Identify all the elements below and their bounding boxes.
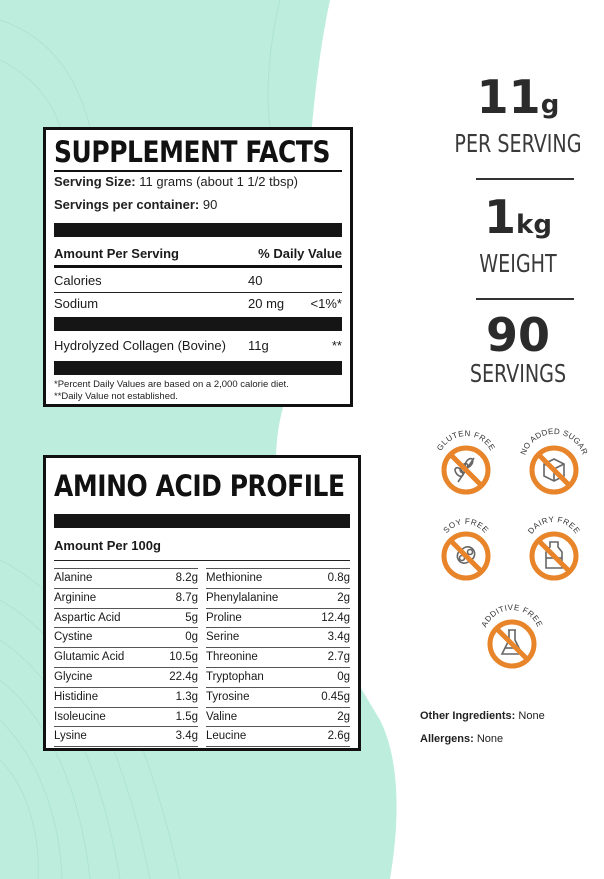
amino-name: Cystine xyxy=(54,631,93,644)
badge-no-added-sugar xyxy=(516,424,592,500)
stat-weight xyxy=(440,192,596,278)
stat-label: PER SERVING xyxy=(454,129,582,158)
amino-name: Arginine xyxy=(54,591,97,604)
amino-value: 1.5g xyxy=(175,710,198,723)
stat-number: 90 xyxy=(485,308,550,362)
amino-value: 2g xyxy=(337,710,350,723)
facts-row-calories: Calories 40 xyxy=(54,273,263,288)
amino-name: Threonine xyxy=(206,651,258,664)
divider-bar xyxy=(54,223,342,237)
amino-row xyxy=(206,648,350,668)
amino-value: 1.3g xyxy=(175,690,198,703)
amino-name: Methionine xyxy=(206,572,263,584)
footnote-dv: *Percent Daily Values are based on a 2,000 calorie diet. xyxy=(54,379,289,390)
amino-value: 5g xyxy=(185,611,198,624)
stat-unit: g xyxy=(540,90,560,120)
amino-value: 10.5g xyxy=(169,651,198,664)
amino-row xyxy=(54,688,198,708)
stat-number: 1 xyxy=(484,190,517,244)
amino-row xyxy=(206,668,350,688)
amino-value: 0g xyxy=(185,631,198,644)
stat-unit: kg xyxy=(516,210,552,240)
stat-per-serving xyxy=(440,72,596,158)
badge-additive-free xyxy=(474,598,550,674)
amino-row xyxy=(206,727,350,747)
badge-dairy-free xyxy=(516,510,592,586)
amino-value: 3.4g xyxy=(327,631,350,644)
amino-name: Phenylalanine xyxy=(206,591,279,604)
amino-column-right xyxy=(206,568,350,747)
amino-row xyxy=(206,628,350,648)
amino-row xyxy=(206,609,350,629)
stat-divider xyxy=(476,298,574,300)
stat-label: WEIGHT xyxy=(479,249,557,278)
badge-label: SOY FREE xyxy=(441,516,491,535)
badge-label: NO ADDED SUGAR xyxy=(518,426,590,457)
amino-name: Aspartic Acid xyxy=(54,611,121,624)
amino-value: 12.4g xyxy=(321,611,350,624)
badge-label: DAIRY FREE xyxy=(526,514,582,536)
amino-value: 2.7g xyxy=(327,651,350,664)
amino-name: Lysine xyxy=(54,730,87,743)
amino-row xyxy=(54,589,198,609)
amino-value: 0.8g xyxy=(327,572,350,584)
badge-soy-free xyxy=(428,510,504,586)
badge-label: GLUTEN FREE xyxy=(435,428,497,453)
amino-subheader: Amount Per 100g xyxy=(54,532,350,561)
amino-row xyxy=(54,609,198,629)
amino-name: Tyrosine xyxy=(206,690,250,703)
amino-row xyxy=(206,568,350,589)
amino-name: Alanine xyxy=(54,572,93,584)
servings-per-container: Servings per container: 90 xyxy=(54,197,218,212)
amino-name: Serine xyxy=(206,631,240,644)
amino-grid xyxy=(54,568,350,747)
amino-acid-title: AMINO ACID PROFILE xyxy=(54,469,345,503)
amino-row xyxy=(54,648,198,668)
amino-name: Valine xyxy=(206,710,238,723)
amino-name: Proline xyxy=(206,611,242,624)
supplement-facts-panel xyxy=(43,127,353,407)
footnote-not-established: **Daily Value not established. xyxy=(54,391,178,402)
stat-servings xyxy=(440,310,596,388)
amino-value: 0.45g xyxy=(321,690,350,703)
amino-name: Glutamic Acid xyxy=(54,651,125,664)
amino-row xyxy=(54,568,198,589)
other-ingredients: Other Ingredients: None xyxy=(420,710,545,722)
facts-row-sodium: Sodium 20 mg <1%* xyxy=(54,296,342,311)
supplement-facts-title: SUPPLEMENT FACTS xyxy=(54,135,331,169)
amino-value: 2.6g xyxy=(327,730,350,743)
amino-name: Isoleucine xyxy=(54,710,106,723)
amino-value: 22.4g xyxy=(169,670,198,683)
allergens: Allergens: None xyxy=(420,733,504,745)
amino-row xyxy=(54,668,198,688)
amino-value: 3.4g xyxy=(175,730,198,743)
facts-header-row: Amount Per Serving % Daily Value xyxy=(54,246,342,261)
stat-label: SERVINGS xyxy=(469,359,567,388)
amino-row xyxy=(206,708,350,728)
amino-value: 8.2g xyxy=(175,572,198,584)
amino-value: 8.7g xyxy=(175,591,198,604)
amino-name: Glycine xyxy=(54,670,93,683)
amino-name: Leucine xyxy=(206,730,247,743)
divider-bar xyxy=(54,317,342,331)
stat-number: 11 xyxy=(476,70,541,124)
badge-label: ADDITIVE FREE xyxy=(479,602,545,629)
facts-row-collagen: Hydrolyzed Collagen (Bovine) 11g ** xyxy=(54,338,342,353)
amino-name: Tryptophan xyxy=(206,670,264,683)
divider-bar xyxy=(54,514,350,528)
divider-bar xyxy=(54,361,342,375)
amino-acid-profile-panel xyxy=(43,455,361,751)
amino-column-left xyxy=(54,568,198,747)
amino-row xyxy=(206,688,350,708)
badge-gluten-free xyxy=(428,424,504,500)
amino-value: 0g xyxy=(337,670,350,683)
amino-name: Histidine xyxy=(54,690,99,703)
amino-row xyxy=(54,727,198,747)
amino-value: 2g xyxy=(337,591,350,604)
amino-row xyxy=(54,708,198,728)
amino-row xyxy=(206,589,350,609)
serving-size: Serving Size: 11 grams (about 1 1/2 tbsp) xyxy=(54,174,299,189)
stat-divider xyxy=(476,178,574,180)
amino-row xyxy=(54,628,198,648)
